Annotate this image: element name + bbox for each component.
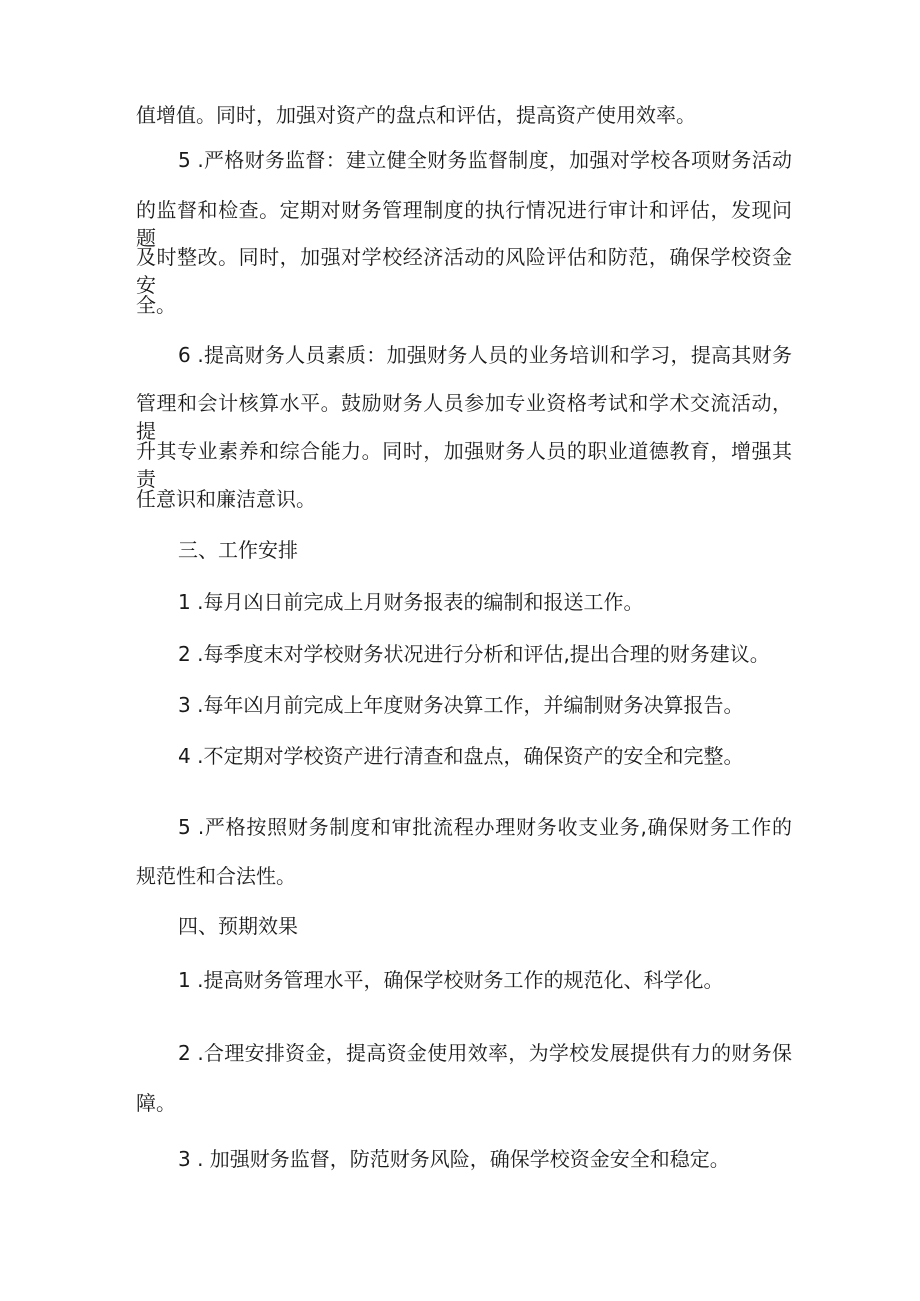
list-item: 4 .不定期对学校资产进行清查和盘点，确保资产的安全和完整。 — [178, 744, 744, 768]
list-item: 2 .合理安排资金，提高资金使用效率，为学校发展提供有力的财务保 — [178, 1041, 792, 1065]
paragraph-line: 及时整改。同时，加强对学校经济活动的风险评估和防范，确保学校资金安 — [136, 245, 792, 297]
list-item: 1 .每月凶日前完成上月财务报表的编制和报送工作。 — [178, 590, 644, 614]
paragraph-line: 规范性和合法性。 — [136, 864, 296, 888]
paragraph-line: 5 .严格财务监督：建立健全财务监督制度，加强对学校各项财务活动 — [178, 148, 792, 172]
section-heading: 四、预期效果 — [178, 914, 298, 938]
paragraph-line: 障。 — [136, 1091, 176, 1115]
paragraph-line: 值增值。同时，加强对资产的盘点和评估，提高资产使用效率。 — [136, 103, 696, 127]
paragraph-line: 的监督和检查。定期对财务管理制度的执行情况进行审计和评估，发现问题 — [136, 198, 792, 250]
paragraph-line: 升其专业素养和综合能力。同时，加强财务人员的职业道德教育，增强其责 — [136, 439, 792, 491]
list-item: 2 .每季度末对学校财务状况进行分析和评估,提出合理的财务建议。 — [178, 642, 770, 666]
list-item: 1 .提高财务管理水平，确保学校财务工作的规范化、科学化。 — [178, 968, 724, 992]
list-item: 3 . 加强财务监督，防范财务风险，确保学校资金安全和稳定。 — [178, 1147, 730, 1171]
paragraph-line: 管理和会计核算水平。鼓励财务人员参加专业资格考试和学术交流活动，提 — [136, 391, 792, 443]
section-heading: 三、工作安排 — [178, 538, 298, 562]
list-item: 5 .严格按照财务制度和审批流程办理财务收支业务,确保财务工作的 — [178, 815, 792, 839]
paragraph-line: 全。 — [136, 293, 176, 317]
paragraph-line: 任意识和廉洁意识。 — [136, 487, 316, 511]
list-item: 3 .每年凶月前完成上年度财务决算工作，并编制财务决算报告。 — [178, 693, 744, 717]
paragraph-line: 6 .提高财务人员素质：加强财务人员的业务培训和学习，提高其财务 — [178, 343, 792, 367]
